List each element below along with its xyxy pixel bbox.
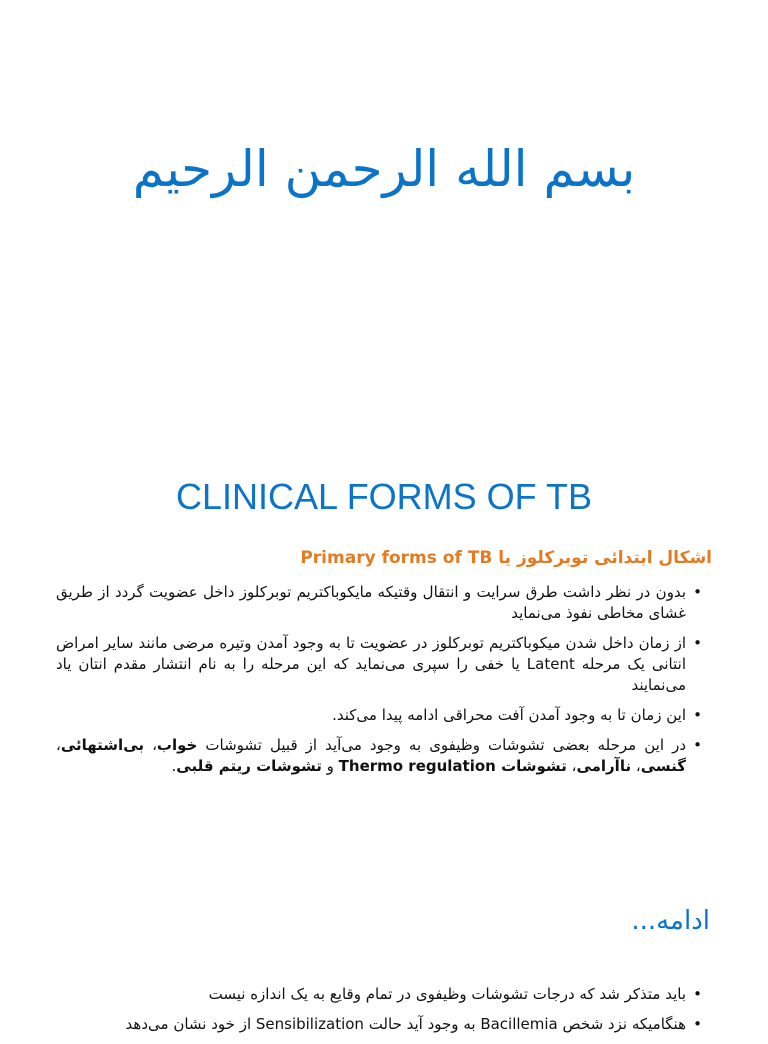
slide-title: CLINICAL FORMS OF TB [175, 476, 593, 517]
bullet-list [56, 984, 702, 1044]
bold-term: گنسی [640, 757, 686, 775]
bullet-item [56, 735, 702, 777]
slide-title: ادامه... [631, 906, 710, 936]
separator: و [321, 757, 339, 775]
separator: ، [144, 736, 157, 754]
bismillah-title: بسم الله الرحمن الرحیم [132, 140, 636, 198]
bold-term: ناآرامی [576, 757, 632, 775]
slide-subheading: اشکال ابتدائی توبرکلوز یا Primary forms of TB [300, 548, 712, 568]
separator: ، [631, 757, 641, 775]
title-slide [0, 0, 768, 420]
clinical-forms-slide [0, 420, 768, 890]
bold-term: تشوشات Thermo regulation [338, 757, 567, 775]
separator: ، [566, 757, 577, 775]
bullet-list [56, 582, 702, 786]
bullet-text: در این مرحله بعضی تشوشات وظیفوی به وجود می‌آید از قبیل تشوشات [197, 736, 687, 754]
bullet-item: • از زمان داخل شدن میکوباکتریم توبرکلوز در عضویت تا به وجود آمدن وتیره مرضی مانند سایر امراض انتانی یک مرحله Latent یا خفی را سپری می‌نماید که این مرحله را به نام انتشار مقدم انتان یاد می‌نمایند [56, 633, 702, 696]
bold-term: بی‌اشتهائی [60, 736, 145, 754]
separator: . [171, 757, 177, 775]
bold-term: تشوشات ریتم قلبی [176, 757, 322, 775]
bold-term: خواب [156, 736, 198, 754]
continuation-slide [0, 890, 768, 1033]
bullet-item: • بدون در نظر داشت طرق سرایت و انتقال وقتیکه مایکوباکتریم توبرکلوز داخل عضویت گردد از طریق غشای مخاطی نفوذ می‌نماید [56, 582, 702, 624]
bullet-item: • این زمان تا به وجود آمدن آفت محراقی ادامه پیدا می‌کند. [56, 705, 702, 726]
separator: ، [56, 736, 61, 754]
bullet-item: • باید متذکر شد که درجات تشوشات وظیفوی در تمام وقایع به یک اندازه نیست [56, 984, 702, 1005]
bullet-item: • هنگامیکه نزد شخص Bacillemia به وجود آید حالت Sensibilization از خود نشان می‌دهد [56, 1014, 702, 1035]
